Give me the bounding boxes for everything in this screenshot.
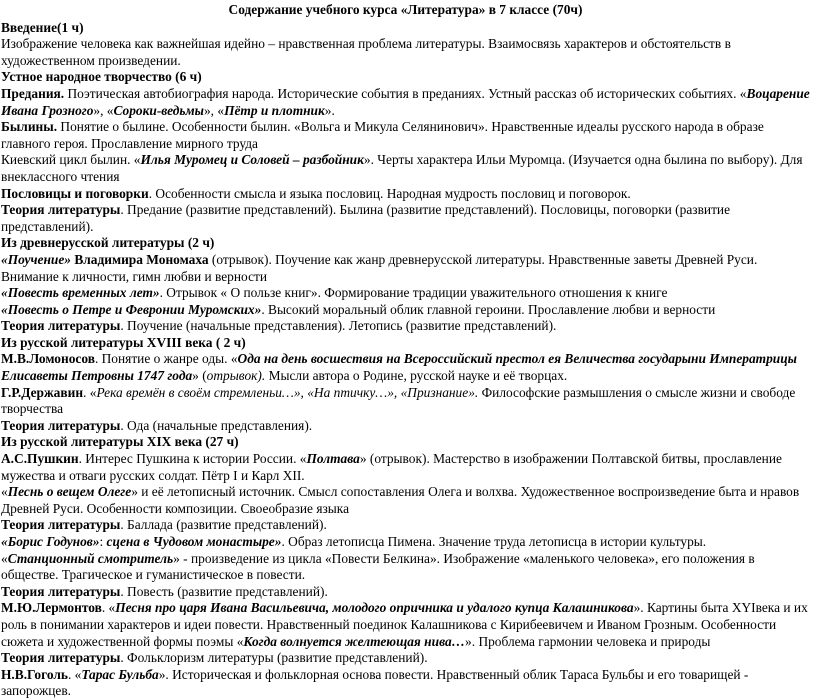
italic-text: отрывок). (206, 368, 266, 384)
text-run: . Отрывок « О пользе книг». Формирование традиции уважительного отношения к книге (159, 285, 668, 301)
paragraph (1, 20, 810, 37)
bold-text: Н.В.Гоголь (1, 666, 68, 682)
bold-text: Пословицы и поговорки (1, 185, 149, 201)
text-run: « (1, 550, 8, 566)
paragraph (1, 202, 810, 235)
paragraph (1, 551, 810, 584)
bold-text: Введение(1 ч) (1, 19, 84, 35)
bold-italic-text: Илья Муромец и Соловей – разбойник (140, 152, 364, 168)
text-run: . Образ летописца Пимена. Значение труда летописца в истории культуры. (281, 534, 707, 549)
text-run: . « (83, 384, 97, 400)
paragraph (1, 235, 810, 252)
text-run: » и её летописный источник. Смысл сопоставления Олега и волхва. Художественное воспроизведение быта и нравов Древней Руси. Особенности композиции. Своеобразие языка (1, 484, 800, 516)
bold-text: Теория литературы (1, 517, 121, 533)
text-run: . Фольклоризм литературы (развитие представлений). (120, 650, 428, 666)
text-run: », « (93, 102, 114, 118)
paragraph (1, 517, 810, 534)
bold-text: Из русской литературы XVIII века ( 2 ч) (1, 334, 246, 350)
paragraph (1, 86, 810, 119)
text-run: Поэтическая автобиография народа. Исторические события в преданиях. Устный рассказ об исторических событиях. « (64, 85, 747, 101)
paragraph (1, 69, 810, 86)
text-run: » ( (192, 368, 207, 384)
bold-italic-text: Пётр и плотник (224, 102, 325, 118)
text-run: . Интерес Пушкина к истории России. « (78, 451, 307, 467)
paragraph (1, 451, 810, 484)
text-run: » - произведение из цикла «Повести Белкина». Изображение «маленького человека», его положения в обществе. Трагическое и гуманистическое в повести. (1, 550, 755, 583)
text-run: : (99, 534, 107, 549)
paragraph (1, 667, 810, 700)
text-run: . Высокий моральный облик главной героини. Прославление любви и верности (261, 301, 716, 317)
text-run: . Поучение (начальные представления). Летопись (развитие представлений). (120, 318, 557, 334)
bold-italic-text: Песнь о вещем Олеге (7, 484, 132, 500)
paragraph (1, 584, 810, 601)
bold-italic-text: Сороки-ведьмы (113, 102, 204, 118)
text-run: . Ода (начальные представления). (120, 417, 313, 433)
text-run: ». (324, 102, 335, 118)
paragraph (1, 385, 810, 418)
text-run: . Особенности смысла и языка пословиц. Народная мудрость пословиц и поговорок. (148, 185, 631, 201)
text-run: ». Историческая и фольклорная основа повести. Нравственный облик Тараса Бульбы и его товарищей - запорожцев. (1, 666, 749, 699)
bold-text: Теория литературы (1, 318, 121, 334)
text-run: ». Картины быта XYIвека и их роль в понимании характеров и идеи повести. Нравственный поединок Калашникова с Кирибеевичем и Иваном Грозным. Особенности сюжета и художественной формы поэмы « (1, 600, 808, 649)
paragraph (1, 152, 810, 185)
paragraph (1, 534, 810, 551)
text-run: . « (101, 600, 116, 616)
paragraph (1, 318, 810, 335)
bold-text: А.С.Пушкин (1, 451, 79, 467)
bold-italic-text: сцена в Чудовом монастыре» (106, 534, 282, 549)
bold-italic-text: Полтава (306, 451, 360, 467)
bold-text: Предания. (1, 85, 65, 101)
bold-text: М.В.Ломоносов (1, 351, 95, 367)
document-title: Содержание учебного курса «Литература» в 7 классе (70ч) (228, 2, 583, 17)
paragraph (1, 650, 810, 667)
bold-text: Из древнерусской литературы (2 ч) (1, 235, 215, 251)
bold-italic-text: «Поучение» (1, 251, 71, 267)
paragraph (1, 285, 810, 302)
bold-italic-text: Станционный смотритель (7, 550, 174, 566)
bold-italic-text: Ода на день восшествия на Всероссийский престол ея Величества государыни Императрицы Елисаветы Петровны 1747 года (1, 351, 797, 384)
bold-text: Теория литературы (1, 417, 121, 433)
bold-text: Теория литературы (1, 202, 121, 218)
bold-italic-text: «Повесть о Петре и Февронии Муромских» (1, 301, 262, 317)
text-run: ». Проблема гармонии человека и природы (465, 633, 711, 649)
text-run: Философские размышления о смысле жизни и свободе творчества (1, 384, 796, 417)
bold-text: М.Ю.Лермонтов (1, 600, 102, 616)
text-run: ». Черты характера Ильи Муромца. (Изучается одна былина по выбору). Для внеклассного чтения (1, 152, 803, 184)
text-run: », « (203, 102, 225, 118)
paragraph (1, 36, 810, 69)
bold-italic-text: Песня про царя Ивана Васильевича, молодого опричника и удалого купца Калашникова (115, 600, 634, 616)
italic-text: Река времён в своём стремленьи…», «На птичку…», «Признание». (96, 384, 479, 400)
bold-text: Былины. (1, 119, 58, 135)
paragraph (1, 186, 810, 203)
bold-italic-text: Воцарение Ивана Грозного (1, 85, 810, 118)
bold-text: Теория литературы (1, 583, 121, 599)
paragraph (1, 335, 810, 352)
bold-italic-text: Когда волнуется желтеющая нива… (243, 633, 466, 649)
bold-italic-text: «Борис Годунов» (1, 534, 100, 549)
paragraph (1, 418, 810, 435)
text-run: Понятие о былине. Особенности былин. «Вольга и Микула Селянинович». Нравственные идеалы русского народа в образе главного героя. Прославление мирного труда (1, 119, 764, 151)
text-run: . Баллада (развитие представлений). (120, 517, 327, 533)
text-run: . Понятие о жанре оды. « (94, 351, 238, 367)
text-run: . Повесть (развитие представлений). (120, 583, 328, 599)
paragraph (1, 119, 810, 152)
text-run: « (1, 484, 8, 500)
text-run: (отрывок). Поучение как жанр древнерусской литературы. Нравственные заветы Древней Руси. Внимание к личности, гимн любви и верности (1, 251, 758, 284)
bold-text: Г.Р.Державин (1, 384, 84, 400)
paragraph (1, 434, 810, 451)
text-run: » (отрывок). Мастерство в изображении Полтавской битвы, прославление мужества и отваги русских солдат. Пётр I и Карл XII. (1, 451, 782, 483)
bold-italic-text: «Повесть временных лет» (1, 285, 160, 301)
bold-text: Владимира Мономаха (70, 251, 209, 267)
bold-italic-text: Тарас Бульба (81, 666, 159, 682)
paragraph (1, 252, 810, 285)
paragraph (1, 351, 810, 384)
paragraph (1, 600, 810, 650)
bold-text: Из русской литературы XIX века (27 ч) (1, 434, 239, 450)
paragraph (1, 302, 810, 319)
text-run: Киевский цикл былин. « (1, 152, 141, 168)
document-body (1, 20, 810, 700)
text-run: . Предание (развитие представлений). Былина (развитие представлений). Пословицы, поговорки (развитие представлений). (1, 202, 731, 234)
paragraph (1, 484, 810, 517)
bold-text: Теория литературы (1, 650, 121, 666)
bold-text: Устное народное творчество (6 ч) (1, 69, 202, 85)
text-run: . « (67, 666, 82, 682)
text-run: Мысли автора о Родине, русской науке и её творцах. (265, 368, 568, 384)
text-run: Изображение человека как важнейшая идейно – нравственная проблема литературы. Взаимосвязь характеров и обстоятельств в художественном произведении. (1, 36, 731, 68)
